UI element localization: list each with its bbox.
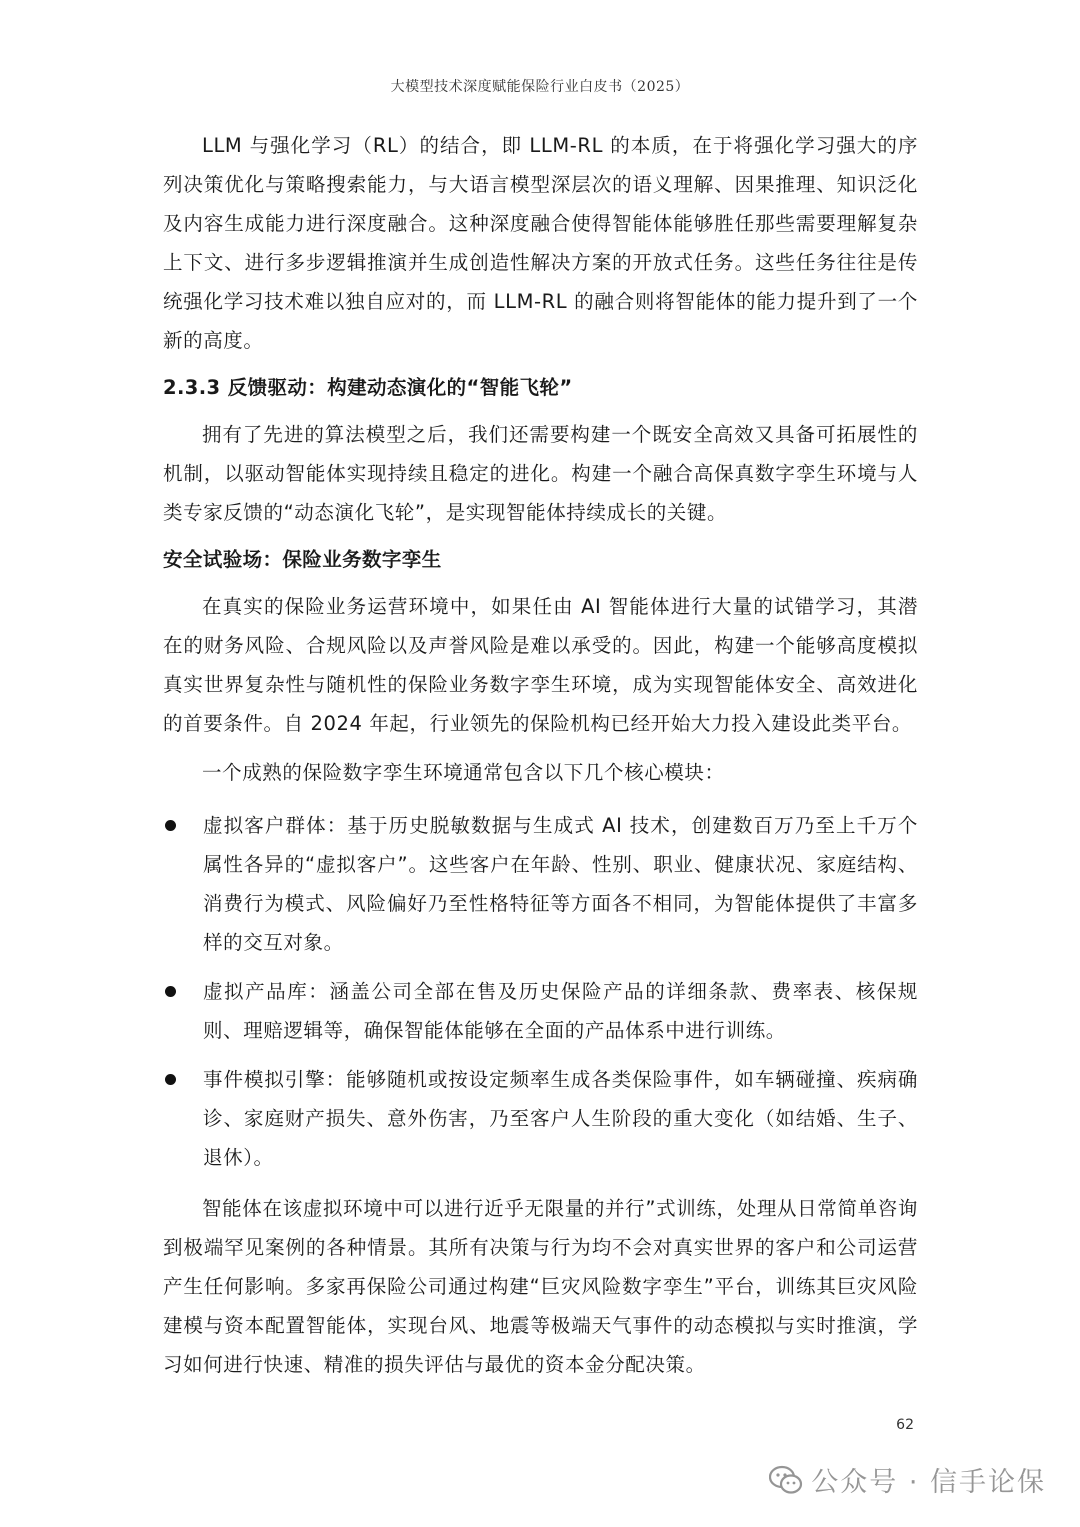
paragraph-training-summary: 智能体在该虚拟环境中可以进行近乎无限量的并行”式训练，处理从日常简单咨询到极端罕见案例的各种情景。其所有决策与行为均不会对真实世界的客户和公司运营产生任何影响。多家再保险公司通过构建“巨灾风险数字孪生”平台，训练其巨灾风险建模与资本配置智能体，实现台风、地震等极端天气事件的动态模拟与实时推演，学习如何进行快速、精准的损失评估与最优的资本金分配决策。 bbox=[163, 1197, 918, 1376]
bullet-icon bbox=[165, 820, 176, 831]
watermark-text: 公众号 · 信手论保 bbox=[811, 1467, 1046, 1498]
document-body bbox=[163, 126, 918, 1384]
core-modules-list bbox=[163, 806, 918, 1177]
watermark bbox=[769, 1460, 1046, 1499]
list-item-text: 虚拟客户群体：基于历史脱敏数据与生成式 AI 技术，创建数百万乃至上千万个属性各异的“虚拟客户”。这些客户在年龄、性别、职业、健康状况、家庭结构、消费行为模式、风险偏好乃至性格特征等方面各不相同，为智能体提供了丰富多样的交互对象。 bbox=[203, 814, 918, 954]
paragraph-digital-twin: 在真实的保险业务运营环境中，如果任由 AI 智能体进行大量的试错学习，其潜在的财务风险、合规风险以及声誉风险是难以承受的。因此，构建一个能够高度模拟真实世界复杂性与随机性的保险业务数字孪生环境，成为实现智能体安全、高效进化的首要条件。自 2024 年起，行业领先的保险机构已经开始大力投入建设此类平台。 bbox=[163, 595, 918, 735]
list-item bbox=[163, 972, 918, 1050]
paragraph-flywheel: 拥有了先进的算法模型之后，我们还需要构建一个既安全高效又具备可拓展性的机制，以驱动智能体实现持续且稳定的进化。构建一个融合高保真数字孪生环境与人类专家反馈的“动态演化飞轮”，是实现智能体持续成长的关键。 bbox=[163, 423, 918, 524]
list-item-text: 虚拟产品库：涵盖公司全部在售及历史保险产品的详细条款、费率表、核保规则、理赔逻辑等，确保智能体能够在全面的产品体系中进行训练。 bbox=[203, 980, 918, 1042]
bullet-icon bbox=[165, 1074, 176, 1085]
paragraph-core-modules-intro: 一个成熟的保险数字孪生环境通常包含以下几个核心模块： bbox=[202, 761, 725, 784]
subheading-digital-twin: 安全试验场：保险业务数字孪生 bbox=[163, 548, 442, 571]
list-item bbox=[163, 1060, 918, 1177]
wechat-icon bbox=[769, 1465, 803, 1495]
running-header: 大模型技术深度赋能保险行业白皮书（2025） bbox=[390, 79, 690, 95]
section-heading-2-3-3: 2.3.3 反馈驱动：构建动态演化的“智能飞轮” bbox=[163, 376, 573, 399]
list-item bbox=[163, 806, 918, 962]
paragraph-llm-rl: LLM 与强化学习（RL）的结合，即 LLM-RL 的本质，在于将强化学习强大的序列决策优化与策略搜索能力，与大语言模型深层次的语义理解、因果推理、知识泛化及内容生成能力进行深度融合。这种深度融合使得智能体能够胜任那些需要理解复杂上下文、进行多步逻辑推演并生成创造性解决方案的开放式任务。这些任务往往是传统强化学习技术难以独自应对的，而 LLM-RL 的融合则将智能体的能力提升到了一个新的高度。 bbox=[163, 134, 918, 352]
list-item-text: 事件模拟引擎：能够随机或按设定频率生成各类保险事件，如车辆碰撞、疾病确诊、家庭财产损失、意外伤害，乃至客户人生阶段的重大变化（如结婚、生子、退休）。 bbox=[203, 1068, 918, 1169]
page-number: 62 bbox=[896, 1417, 914, 1433]
bullet-icon bbox=[165, 986, 176, 997]
